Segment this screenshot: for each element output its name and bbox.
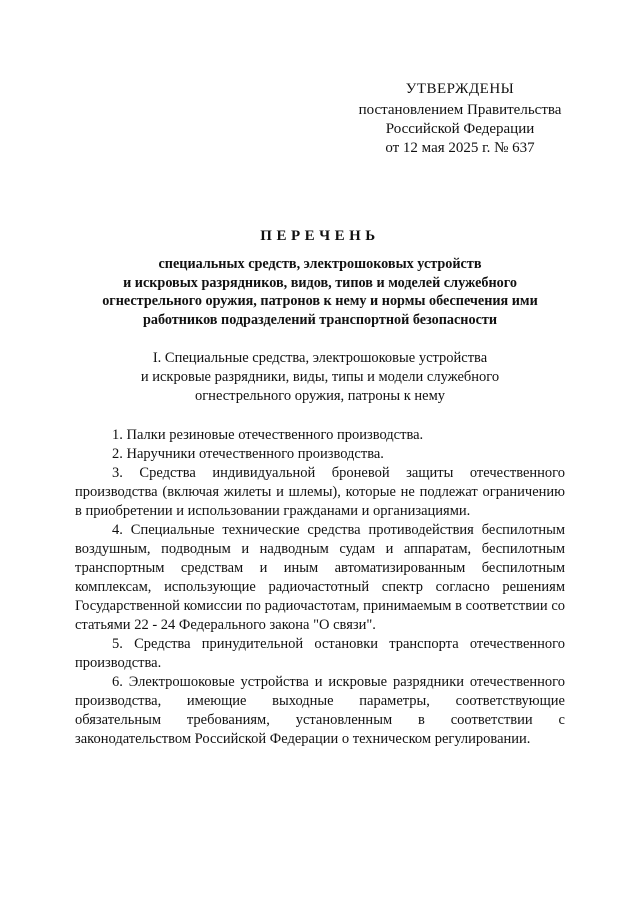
approval-stamp bbox=[340, 80, 580, 158]
list-item: 5. Средства принудительной остановки транспорта отечественного производства. bbox=[75, 636, 565, 671]
list-item: 4. Специальные технические средства противодействия беспилотным воздушным, подводным и надводным судам и аппаратам, беспилотным транспортным средствам и иным автоматизированным беспилотным комплексам, использующие радиочастотный спектр согласно решениям Государственной комиссии по радиочастотам, принимаемым в соответствии со статьями 22 - 24 Федерального закона "О связи". bbox=[75, 522, 565, 633]
subtitle-line: огнестрельного оружия, патронов к нему и нормы обеспечения ими bbox=[102, 293, 538, 309]
section-heading-line: и искровые разрядники, виды, типы и модели служебного bbox=[140, 369, 500, 385]
subtitle-line: и искровых разрядников, видов, типов и моделей служебного bbox=[123, 274, 517, 291]
approval-date-number: от 12 мая 2025 г. № 637 bbox=[385, 140, 535, 156]
list-item: 2. Наручники отечественного производства. bbox=[112, 446, 384, 462]
subtitle-line: специальных средств, электрошоковых устройств bbox=[158, 256, 482, 272]
approval-line: Российской Федерации bbox=[385, 121, 535, 137]
document-title-block bbox=[80, 226, 560, 329]
approval-heading: УТВЕРЖДЕНЫ bbox=[405, 81, 515, 97]
list-item: 3. Средства индивидуальной броневой защиты отечественного производства (включая жилеты и шлемы), которые не подлежат ограничению в приобретении и использовании гражданами и организациями. bbox=[75, 465, 565, 519]
subtitle-line: работников подразделений транспортной безопасности bbox=[142, 311, 498, 328]
list-item: 1. Палки резиновые отечественного производства. bbox=[112, 427, 424, 443]
section-heading bbox=[80, 349, 560, 406]
section-heading-line: огнестрельного оружия, патроны к нему bbox=[194, 388, 446, 404]
approval-line: постановлением Правительства bbox=[358, 102, 562, 118]
items-list bbox=[75, 426, 565, 749]
document-subtitle bbox=[80, 255, 560, 329]
document-title: ПЕРЕЧЕНЬ bbox=[260, 228, 380, 244]
section-heading-line: I. Специальные средства, электрошоковые устройства bbox=[152, 350, 488, 366]
list-item: 6. Электрошоковые устройства и искровые разрядники отечественного производства, имеющие выходные параметры, соответствующие обязательным требованиям, установленным в соответствии с законодательством Российской Федерации о техническом регулировании. bbox=[75, 674, 565, 747]
